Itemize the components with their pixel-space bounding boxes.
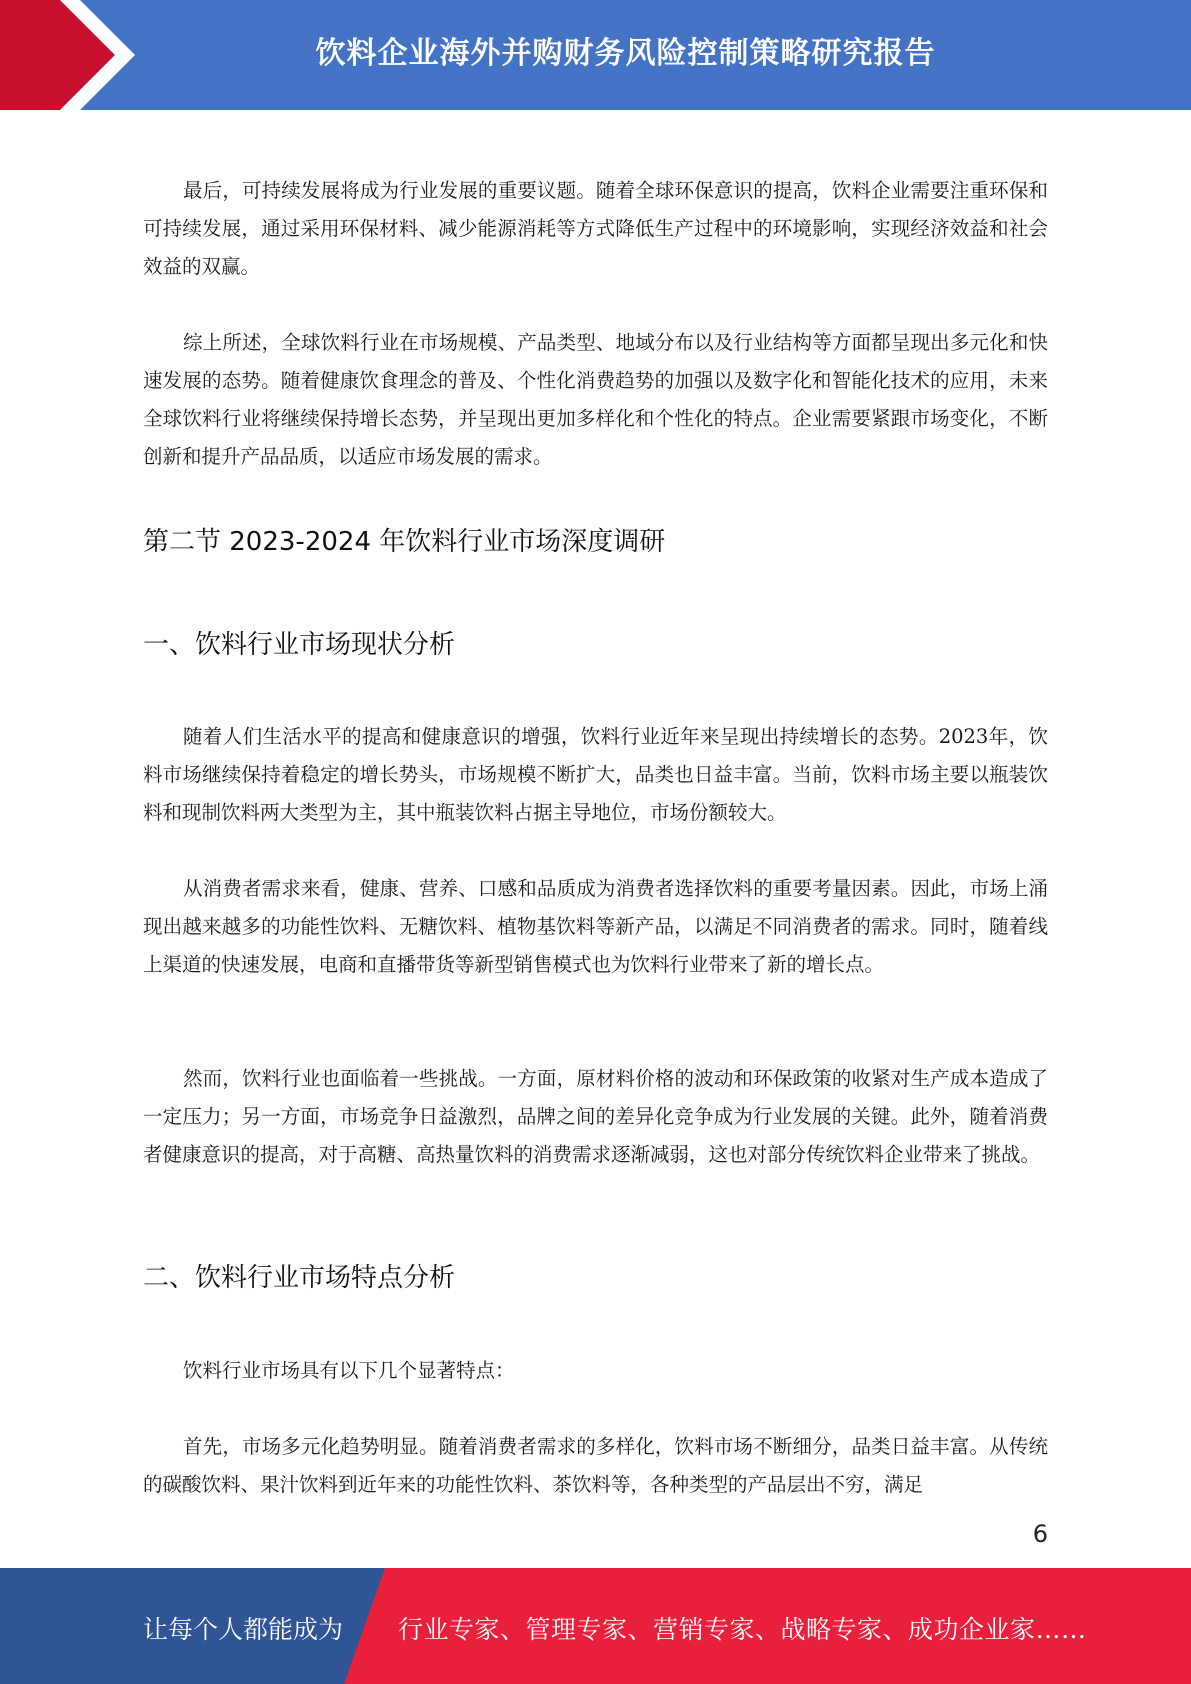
paragraph: 随着人们生活水平的提高和健康意识的增强，饮料行业近年来呈现出持续增长的态势。2023年，饮料市场继续保持着稳定的增长势头，市场规模不断扩大，品类也日益丰富。当前，饮料市场主要以瓶装饮料和现制饮料两大类型为主，其中瓶装饮料占据主导地位，市场份额较大。 bbox=[143, 725, 1048, 824]
paragraph: 饮料行业市场具有以下几个显著特点： bbox=[183, 1359, 515, 1382]
report-title: 饮料企业海外并购财务风险控制策略研究报告 bbox=[315, 36, 936, 71]
footer-slogan-right: 行业专家、管理专家、营销专家、战略专家、成功企业家…… bbox=[398, 1615, 1087, 1644]
paragraph: 最后，可持续发展将成为行业发展的重要议题。随着全球环保意识的提高，饮料企业需要注重环保和可持续发展，通过采用环保材料、减少能源消耗等方式降低生产过程中的环境影响，实现经济效益和社会效益的双赢。 bbox=[143, 179, 1048, 278]
header-banner bbox=[0, 0, 1191, 110]
paragraph: 从消费者需求来看，健康、营养、口感和品质成为消费者选择饮料的重要考量因素。因此，市场上涌现出越来越多的功能性饮料、无糖饮料、植物基饮料等新产品，以满足不同消费者的需求。同时，随着线上渠道的快速发展，电商和直播带货等新型销售模式也为饮料行业带来了新的增长点。 bbox=[143, 877, 1048, 976]
subsection-heading: 二、饮料行业市场特点分析 bbox=[143, 1263, 456, 1293]
page-number: 6 bbox=[1032, 1520, 1048, 1548]
subsection-heading: 一、饮料行业市场现状分析 bbox=[143, 630, 456, 660]
section-heading: 第二节 2023-2024 年饮料行业市场深度调研 bbox=[143, 527, 666, 557]
footer-banner bbox=[0, 1568, 1191, 1684]
paragraph: 然而，饮料行业也面临着一些挑战。一方面，原材料价格的波动和环保政策的收紧对生产成本造成了一定压力；另一方面，市场竞争日益激烈，品牌之间的差异化竞争成为行业发展的关键。此外，随着消费者健康意识的提高，对于高糖、高热量饮料的消费需求逐渐减弱，这也对部分传统饮料企业带来了挑战。 bbox=[143, 1067, 1048, 1166]
paragraph: 首先，市场多元化趋势明显。随着消费者需求的多样化，饮料市场不断细分，品类日益丰富。从传统的碳酸饮料、果汁饮料到近年来的功能性饮料、茶饮料等，各种类型的产品层出不穷，满足 bbox=[143, 1435, 1048, 1496]
paragraph: 综上所述，全球饮料行业在市场规模、产品类型、地域分布以及行业结构等方面都呈现出多元化和快速发展的态势。随着健康饮食理念的普及、个性化消费趋势的加强以及数字化和智能化技术的应用，未来全球饮料行业将继续保持增长态势，并呈现出更加多样化和个性化的特点。企业需要紧跟市场变化，不断创新和提升产品品质，以适应市场发展的需求。 bbox=[143, 331, 1048, 468]
footer-slogan-left: 让每个人都能成为 bbox=[143, 1615, 344, 1644]
